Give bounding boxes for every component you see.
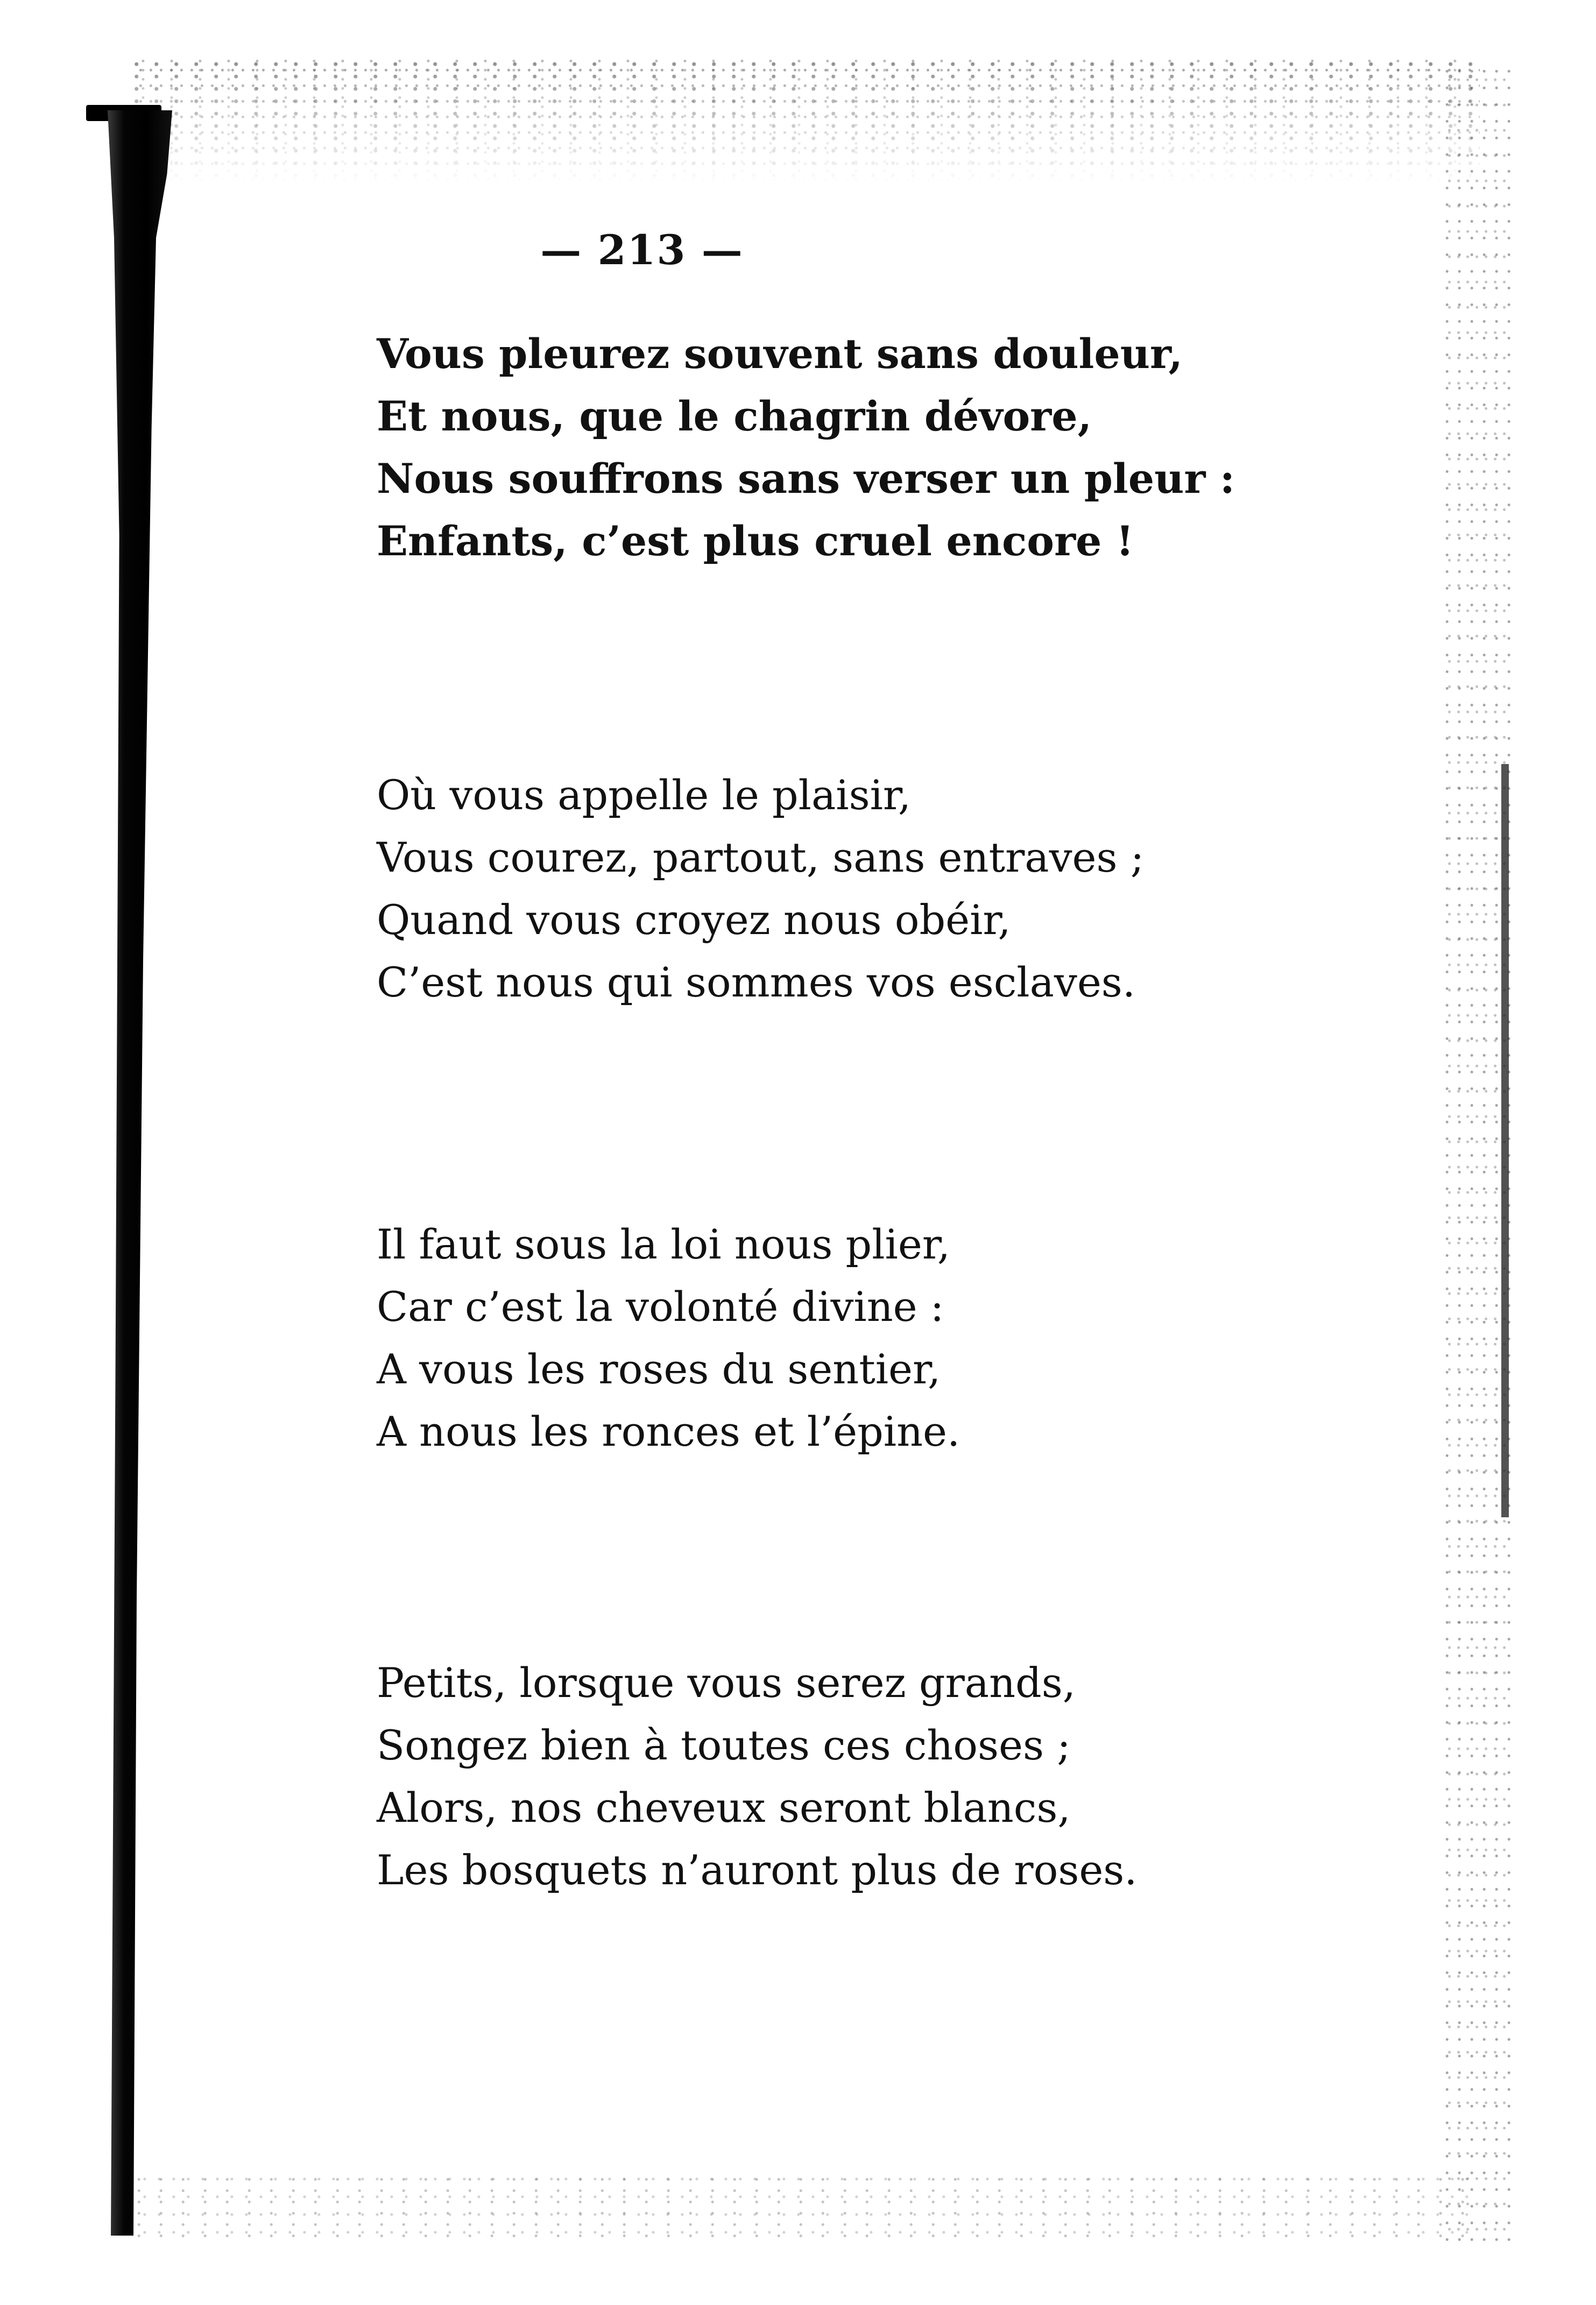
verse-line: Et nous, que le chagrin dévore, xyxy=(377,392,1092,440)
verse-line: Songez bien à toutes ces choses ; xyxy=(377,1721,1071,1769)
verse-line: Enfants, c’est plus cruel encore ! xyxy=(377,517,1134,565)
verse-line: A vous les roses du sentier, xyxy=(377,1345,941,1393)
verse-line: Car c’est la volonté divine : xyxy=(377,1283,944,1331)
scan-edge-shadow-right xyxy=(1501,764,1509,1517)
verse-line: Quand vous croyez nous obéir, xyxy=(377,896,1011,944)
verse-line: Petits, lorsque vous serez grands, xyxy=(377,1659,1076,1707)
verse-line: Où vous appelle le plaisir, xyxy=(377,771,912,819)
verse-line: Vous courez, partout, sans entraves ; xyxy=(377,833,1145,881)
scan-noise-top-fade xyxy=(135,59,1480,183)
stanza-3 xyxy=(377,1213,1345,1463)
scan-noise-bottom xyxy=(135,2174,1480,2244)
stanza-4 xyxy=(377,1652,1345,1901)
book-spine-shadow xyxy=(108,110,172,2236)
page-number: — 213 — xyxy=(540,226,744,274)
verse-line: Nous souffrons sans verser un pleur : xyxy=(377,455,1235,503)
verse-line: Alors, nos cheveux seront blancs, xyxy=(377,1784,1071,1832)
verse-line: Il faut sous la loi nous plier, xyxy=(377,1220,950,1268)
verse-line: C’est nous qui sommes vos esclaves. xyxy=(377,958,1135,1006)
verse-line: A nous les ronces et l’épine. xyxy=(377,1408,961,1455)
verse-line: Les bosquets n’auront plus de roses. xyxy=(377,1846,1138,1894)
stanza-1 xyxy=(377,323,1345,572)
stanza-2 xyxy=(377,764,1345,1014)
verse-line: Vous pleurez souvent sans douleur, xyxy=(377,330,1183,378)
